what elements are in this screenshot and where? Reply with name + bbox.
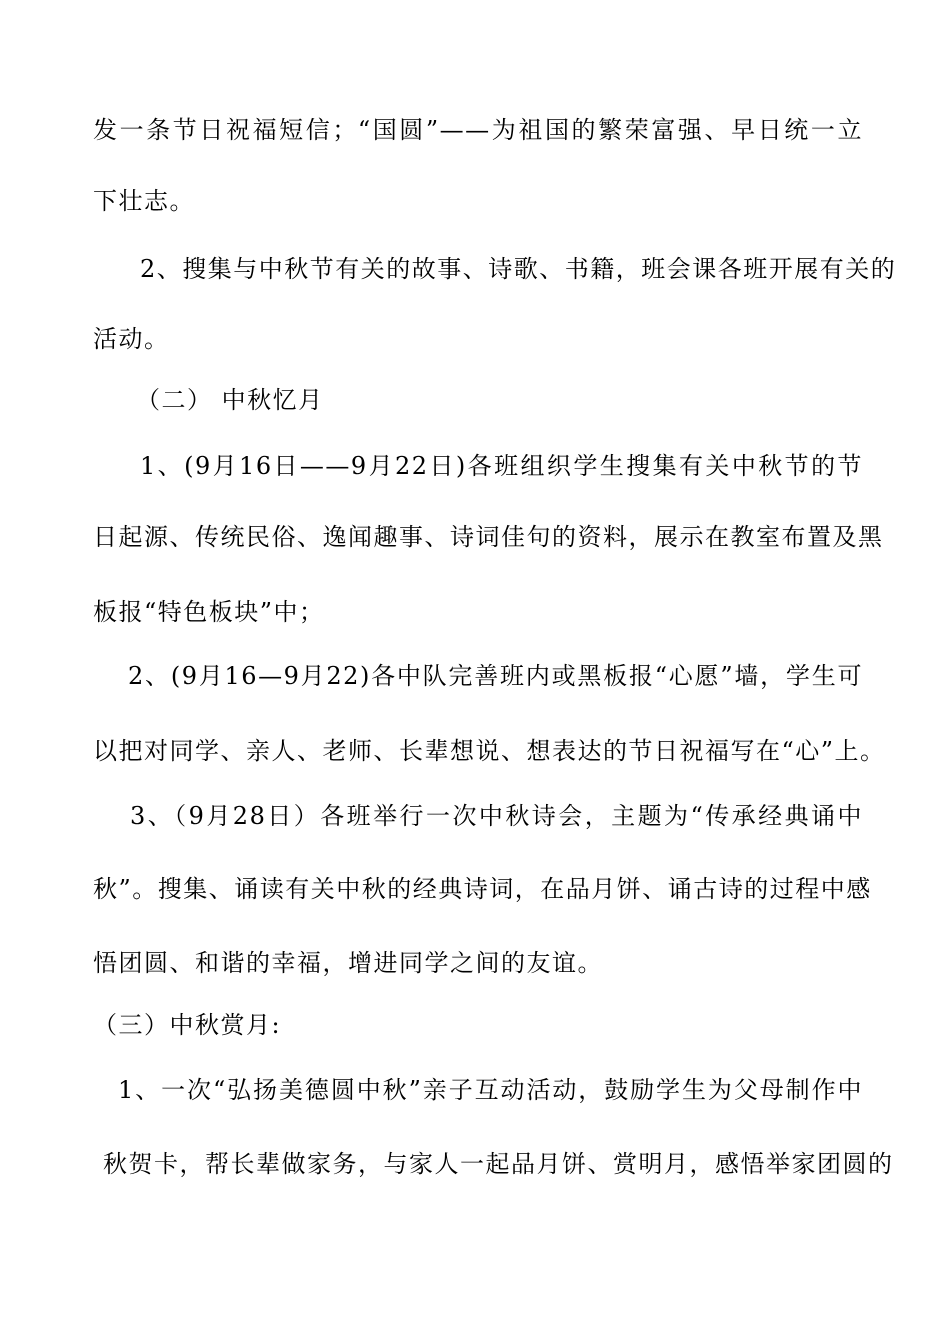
text-line-13: 悟团圆、和谐的幸福，增进同学之间的友谊。 bbox=[93, 949, 603, 977]
text-line-2: 下壮志。 bbox=[93, 187, 195, 215]
text-line-3: 2、搜集与中秋节有关的故事、诗歌、书籍，班会课各班开展有关的 bbox=[140, 255, 897, 283]
text-line-7: 日起源、传统民俗、逸闻趣事、诗词佳句的资料，展示在教室布置及黑 bbox=[93, 523, 884, 551]
text-line-10: 以把对同学、亲人、老师、长辈想说、想表达的节日祝福写在“心”上。 bbox=[93, 737, 886, 765]
text-line-16: 秋贺卡，帮长辈做家务，与家人一起品月饼、赏明月，感悟举家团圆的 bbox=[103, 1150, 894, 1178]
text-line-4: 活动。 bbox=[93, 325, 170, 353]
text-line-12: 秋”。搜集、诵读有关中秋的经典诗词，在品月饼、诵古诗的过程中感 bbox=[93, 875, 872, 903]
section-heading-3: （三）中秋赏月: bbox=[93, 1011, 282, 1039]
section-heading-2: （二） 中秋忆月 bbox=[136, 386, 324, 414]
text-line-15: 1、一次“弘扬美德圆中秋”亲子互动活动，鼓励学生为父母制作中 bbox=[118, 1076, 863, 1104]
text-line-1: 发一条节日祝福短信；“国圆”——为祖国的繁荣富强、早日统一立 bbox=[93, 116, 863, 144]
text-line-9: 2、(9月16—9月22)各中队完善班内或黑板报“心愿”墙，学生可 bbox=[128, 662, 863, 690]
text-line-6: 1、(9月16日——9月22日)各班组织学生搜集有关中秋节的节 bbox=[140, 452, 863, 480]
text-line-8: 板报“特色板块”中； bbox=[93, 598, 325, 626]
text-line-11: 3、（9月28日）各班举行一次中秋诗会，主题为“传承经典诵中 bbox=[130, 802, 863, 830]
